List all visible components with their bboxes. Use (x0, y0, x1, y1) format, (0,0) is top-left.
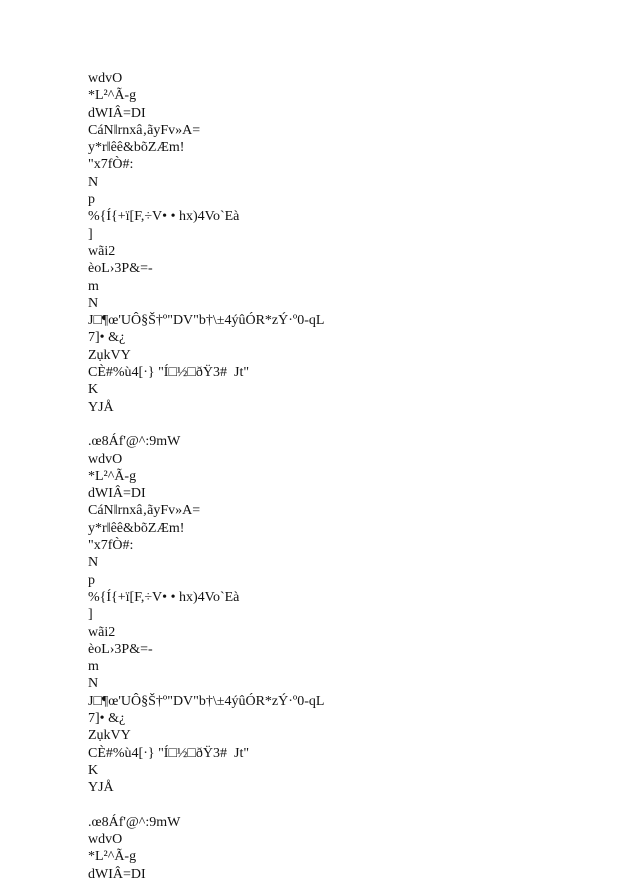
text-line: m (88, 659, 99, 675)
text-line: ZụkVY (88, 728, 131, 744)
text-line: ] (88, 226, 93, 242)
text-line: N (88, 555, 99, 571)
text-line: wãi2 (88, 624, 116, 640)
text-line: N (88, 295, 99, 311)
text-line: ZụkVY (88, 347, 131, 363)
text-line: YJÅ (88, 399, 114, 415)
text-line: èoL›3P&=- (88, 261, 153, 277)
text-line: p (88, 572, 95, 588)
text-line: CáNǁrnxâ‚ãyFv»A= (88, 503, 201, 519)
text-line: èoL›3P&=- (88, 641, 153, 657)
text-line: 7]• &¿ (88, 330, 126, 346)
text-line: p (88, 192, 95, 208)
text-line: dWIÂ=DI (88, 866, 146, 882)
text-line: J□¶œ'UÔ§Š†º"DV"b†\±4ýûÓR*zÝ·º0-qL (88, 693, 325, 709)
text-lines (88, 70, 608, 883)
text-line: .œ8Áf'@^:9mW (88, 814, 181, 830)
text-line: y*rǁêê&bõZÆm! (88, 140, 185, 156)
text-line: YJÅ (88, 780, 114, 796)
text-line: dWIÂ=DI (88, 105, 146, 121)
text-line: K (88, 382, 99, 398)
text-line: J□¶œ'UÔ§Š†º"DV"b†\±4ýûÓR*zÝ·º0-qL (88, 313, 325, 329)
text-line: y*rǁêê&bõZÆm! (88, 520, 185, 536)
text-line: wdvO (88, 832, 123, 848)
text-line: K (88, 762, 99, 778)
text-line: wãi2 (88, 243, 116, 259)
text-line: *L²^Ã-g (88, 88, 137, 104)
text-line: *L²^Ã-g (88, 849, 137, 865)
text-line: ] (88, 607, 93, 623)
text-line: wdvO (88, 451, 123, 467)
text-line: 7]• &¿ (88, 710, 126, 726)
text-line: wdvO (88, 71, 123, 86)
text-line (88, 416, 608, 433)
text-line: dWIÂ=DI (88, 486, 146, 502)
text-line: "x7fÒ#: (88, 538, 134, 554)
text-line: CÈ#%ù4[·} "Í□½□ðŸ3# Jt" (88, 365, 250, 381)
text-line: N (88, 174, 99, 190)
text-line: CáNǁrnxâ‚ãyFv»A= (88, 122, 201, 138)
text-line: .œ8Áf'@^:9mW (88, 434, 181, 450)
text-line: CÈ#%ù4[·} "Í□½□ðŸ3# Jt" (88, 745, 250, 761)
text-line: %{Í{+ï[F,÷V• • hx)4Vo`Eà (88, 209, 240, 225)
text-line: "x7fÒ#: (88, 157, 134, 173)
text-line: %{Í{+ï[F,÷V• • hx)4Vo`Eà (88, 589, 240, 605)
text-line: N (88, 676, 99, 692)
text-line: *L²^Ã-g (88, 468, 137, 484)
text-line: m (88, 278, 99, 294)
text-line (88, 796, 608, 813)
